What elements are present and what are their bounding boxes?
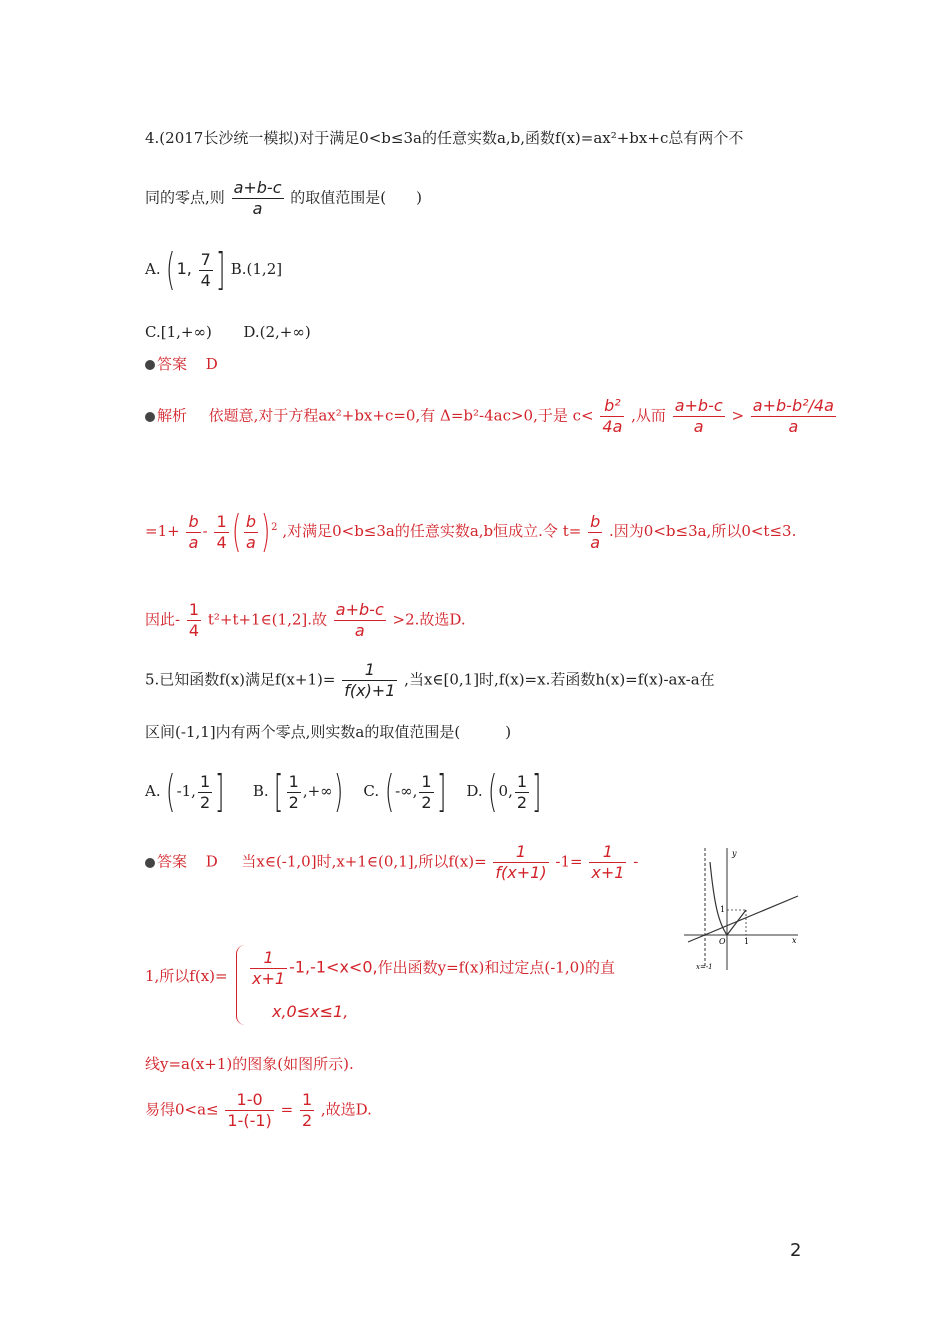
q4-stem-text-3: 的取值范围是( ) xyxy=(290,188,422,207)
q5-solution-line4: 易得0<a≤ $\frac{1-0}{1-(-1)}$ = $\frac{1}{2}$ ,故选D. xyxy=(145,1090,372,1130)
q5-solution-line3: 线y=a(x+1)的图象(如图所示). xyxy=(145,1055,354,1073)
q4-line1 xyxy=(145,128,743,148)
q5-solution-line2: 1,所以f(x)= xyxy=(145,967,228,985)
q4-analysis-line2: =1+ $\frac{b}{a}$ - $\frac{1}{4}$ ( $\frac{b}{a}$ )$^2$ ,对满足0<b≤3a的任意实数a,b恒成立.令 t= $\frac{b}{a}$ .因为0<b≤3a,所以0<t≤3. xyxy=(145,506,797,557)
q4-option-a-value: 1, xyxy=(176,259,192,278)
answer-bullet-icon xyxy=(145,858,155,868)
answer-bullet-icon xyxy=(145,360,155,370)
q4-fraction: $\frac{a+b-c}{a}$ xyxy=(233,178,282,218)
q4-answer: 答案 D xyxy=(145,354,218,374)
q4-option-a-b: A. (1, $\frac{7}{4}$ ] B.(1,2] xyxy=(145,244,283,295)
svg-text:y: y xyxy=(732,849,737,858)
q4-stem-text: 4.(2017长沙统一模拟)对于满足0<b≤3a的任意实数a,b,函数f(x)=ax²+bx+c总有两个不 xyxy=(145,129,744,147)
svg-text:1: 1 xyxy=(720,905,726,914)
svg-text:O: O xyxy=(719,937,726,946)
q5-options: A. (-1, $\frac{1}{2}$ ] B. [ $\frac{1}{2}$ ,+∞) C. (-∞, $\frac{1}{2}$ ] D. (0, $\frac{1}{2}$ ] xyxy=(145,766,542,817)
function-graph xyxy=(680,842,805,972)
q4-analysis-line1: 解析 依题意,对于方程ax²+bx+c=0,有 Δ=b²-4ac>0,于是 c< $\frac{\text{b²}}{4a}$ ,从而 $\frac{a+b-c}{a}$ > $\frac{\text{a+b-b²/4a}}{a}$ xyxy=(145,396,838,437)
q4-line2 xyxy=(145,178,422,219)
b2-over-4a-fraction: $\frac{\text{b²}}{4a}$ xyxy=(602,396,623,436)
analysis-bullet-icon xyxy=(145,412,155,422)
piecewise-case-1: $\frac{1}{x+1}$ -1,-1<x<0,作出函数y=f(x)和过定点(-1,0)的直 xyxy=(252,948,615,988)
svg-text:x=-1: x=-1 xyxy=(696,963,713,971)
q4-option-c-d xyxy=(145,322,311,342)
q4-option-d: D.(2,+∞) xyxy=(243,323,311,341)
q5-solution-line1: 答案 D 当x∈(-1,0]时,x+1∈(0,1],所以f(x)= $\frac{1}{f(x+1)}$ -1= $\frac{1}{x+1}$ - xyxy=(145,842,638,883)
piecewise-brace xyxy=(236,945,245,1025)
piecewise-case-2: x,0≤x≤1, xyxy=(272,1002,349,1021)
svg-text:x: x xyxy=(792,936,797,945)
svg-text:1: 1 xyxy=(744,937,750,946)
q5-line1: 5.已知函数f(x)满足f(x+1)= $\frac{1}{f(x)+1}$ ,当x∈[0,1]时,f(x)=x.若函数h(x)=f(x)-ax-a在 xyxy=(145,660,715,700)
q4-nested-fraction: $\frac{\text{a+b-b²/4a}}{a}$ xyxy=(752,396,834,436)
q5-line2: 区间(-1,1]内有两个零点,则实数a的取值范围是( ) xyxy=(145,723,512,741)
q4-stem-text-2: 同的零点,则 xyxy=(145,188,225,207)
page-number: 2 xyxy=(790,1240,802,1261)
q4-option-a-label: A. xyxy=(145,260,161,278)
q4-option-b: B.(1,2] xyxy=(230,260,283,278)
q4-option-c: C.[1,+∞) xyxy=(145,323,212,341)
q4-option-a-fraction: $\frac{7}{4}$ xyxy=(200,249,211,290)
q4-ratio-fraction: $\frac{a+b-c}{a}$ xyxy=(674,396,723,436)
q4-analysis-line3: 因此- $\frac{1}{4}$ t²+t+1∈(1,2].故 $\frac{a+b-c}{a}$ >2.故选D. xyxy=(145,600,466,640)
